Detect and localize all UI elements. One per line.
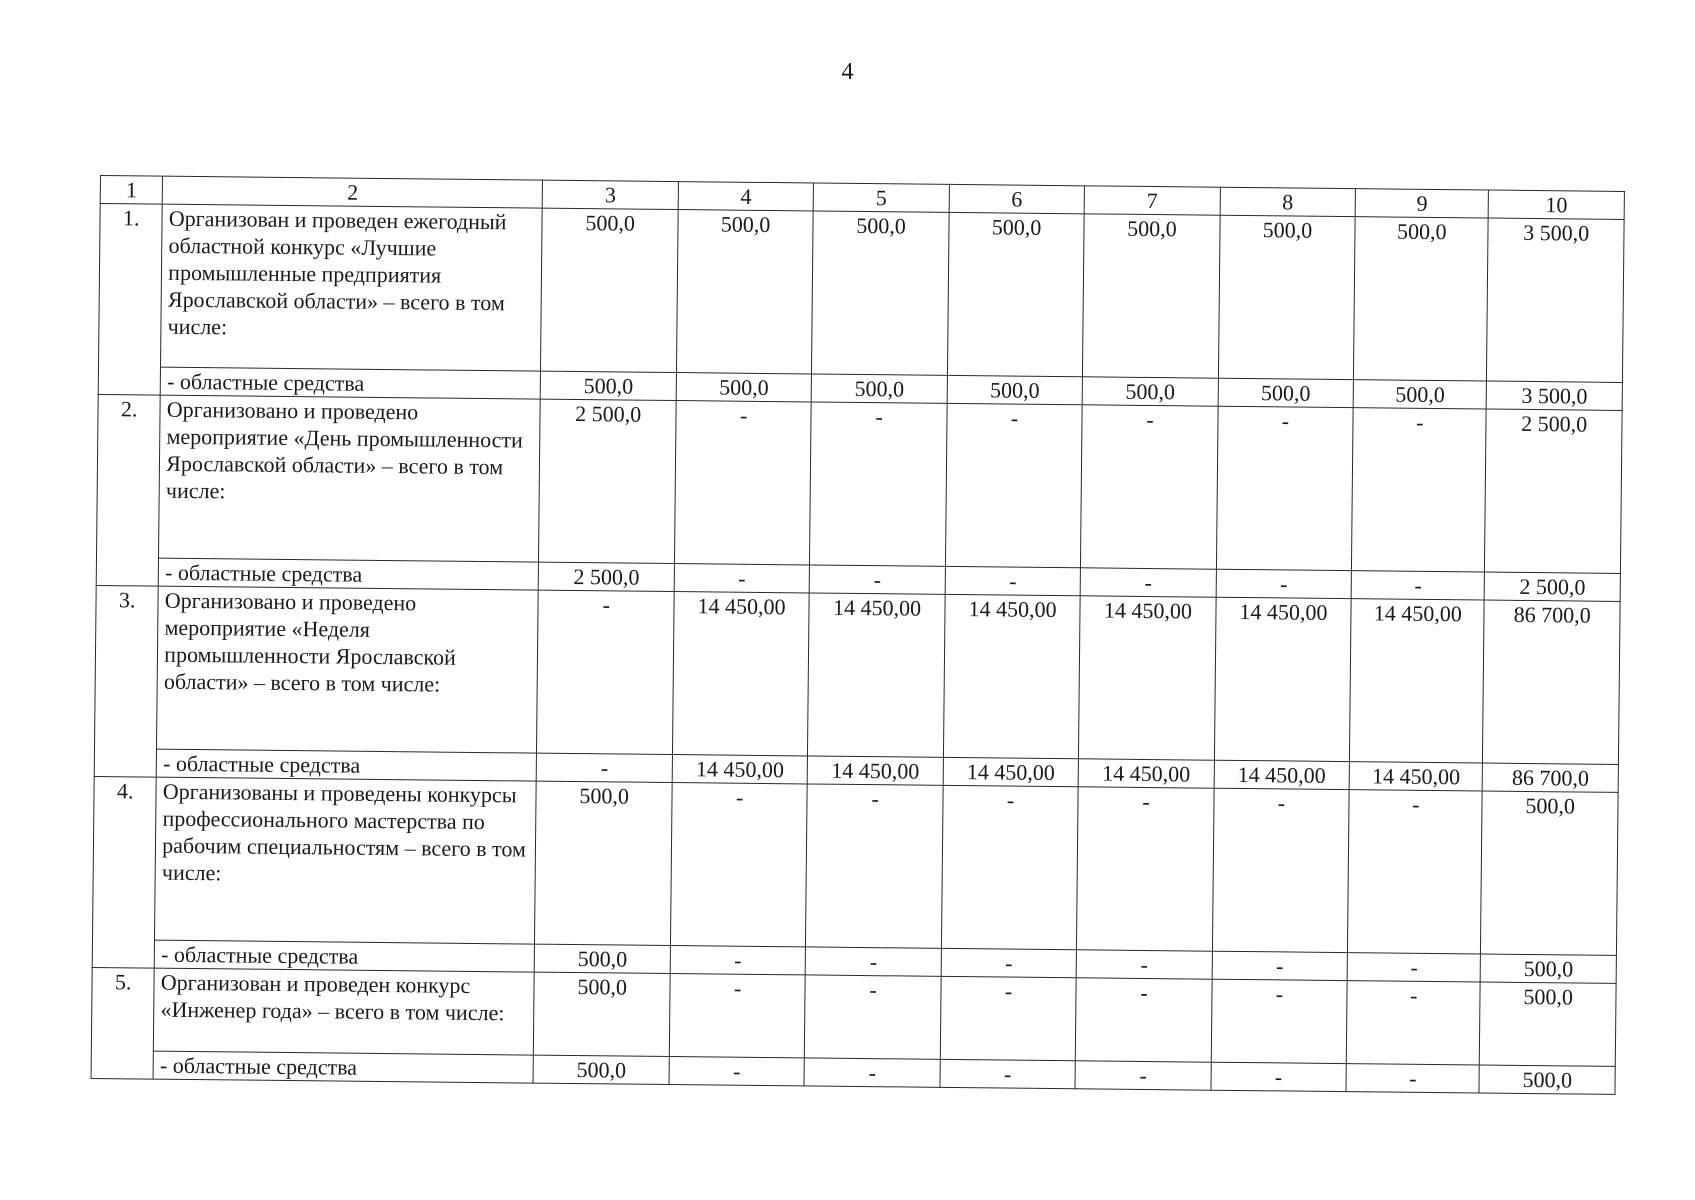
subrow-value-cell: - <box>1347 953 1481 982</box>
row-index: 4. <box>92 776 156 968</box>
value-cell: - <box>1076 978 1212 1062</box>
value-cell: - <box>1081 405 1218 569</box>
subrow-value-cell: - <box>1346 1064 1480 1093</box>
subrow-value-cell: 500,0 <box>535 944 671 973</box>
value-cell: 500,0 <box>676 210 813 374</box>
row-description: Организовано и проведено мероприятие «Неделя промышленности Ярославской области» – всего в том числе: <box>157 586 539 753</box>
subrow-description: - областные средства <box>158 558 538 590</box>
value-cell: 2 500,0 <box>539 399 676 563</box>
subrow-value-cell: - <box>1075 1061 1211 1090</box>
value-cell: 500,0 <box>1480 982 1616 1066</box>
row-index: 5. <box>91 967 154 1079</box>
value-cell: 3 500,0 <box>1487 218 1624 382</box>
table-body <box>91 176 1624 1095</box>
table-row <box>98 204 1624 383</box>
row-description: Организованы и проведены конкурсы профессионального мастерства по рабочим специальностям – всего в том числе: <box>155 777 537 944</box>
row-index: 1. <box>98 204 162 396</box>
subrow-value-cell: - <box>1351 571 1485 600</box>
subrow-value-cell: 500,0 <box>676 373 812 402</box>
subrow-value-cell: - <box>1212 951 1348 980</box>
subrow-value-cell: 500,0 <box>812 374 948 403</box>
value-cell: - <box>1348 790 1483 954</box>
subrow-value-cell: 500,0 <box>1479 1065 1615 1094</box>
column-header: 9 <box>1355 189 1489 218</box>
subrow-value-cell: - <box>804 1058 940 1087</box>
subrow-value-cell: 500,0 <box>1481 954 1617 983</box>
subrow-value-cell: - <box>670 946 806 975</box>
value-cell: - <box>806 784 943 948</box>
budget-table-wrapper <box>91 175 1625 1095</box>
value-cell: 14 450,00 <box>1079 596 1216 760</box>
column-header: 5 <box>814 183 950 212</box>
subrow-value-cell: 500,0 <box>1082 377 1218 406</box>
subrow-value-cell: 14 450,00 <box>1078 759 1214 788</box>
value-cell: - <box>1212 788 1349 952</box>
table-row <box>91 967 1616 1066</box>
subrow-value-cell: - <box>1216 569 1352 598</box>
subrow-value-cell: 14 450,00 <box>943 757 1079 786</box>
value-cell: - <box>945 403 1082 567</box>
table-row <box>94 585 1620 764</box>
value-cell: 14 450,00 <box>943 594 1080 758</box>
value-cell: - <box>674 401 811 565</box>
column-header: 10 <box>1489 190 1625 219</box>
subrow-description: - областные средства <box>153 1051 533 1083</box>
value-cell: 500,0 <box>812 211 949 375</box>
subrow-value-cell: - <box>806 947 942 976</box>
subrow-value-cell: - <box>945 566 1081 595</box>
value-cell: 500,0 <box>947 212 1084 376</box>
column-header: 2 <box>162 176 542 208</box>
value-cell: 86 700,0 <box>1483 600 1620 764</box>
subrow-value-cell: - <box>674 564 810 593</box>
value-cell: - <box>537 590 674 754</box>
value-cell: 500,0 <box>1354 217 1489 381</box>
subrow-value-cell: - <box>1080 568 1216 597</box>
subrow-description: - областные средства <box>160 367 540 399</box>
value-cell: - <box>1216 406 1353 570</box>
subrow-value-cell: 500,0 <box>541 371 677 400</box>
value-cell: 500,0 <box>1481 791 1618 955</box>
value-cell: - <box>670 783 807 947</box>
value-cell: - <box>810 402 947 566</box>
subrow-value-cell: - <box>1211 1062 1347 1091</box>
row-index: 2. <box>96 394 160 586</box>
value-cell: - <box>805 975 941 1059</box>
subrow-value-cell: 14 450,00 <box>808 756 944 785</box>
subrow-value-cell: 3 500,0 <box>1487 381 1623 410</box>
value-cell: - <box>941 785 1078 949</box>
page-number: 4 <box>841 59 854 85</box>
subrow-value-cell: 2 500,0 <box>1485 572 1621 601</box>
subrow-value-cell: 14 450,00 <box>1349 762 1483 791</box>
value-cell: 14 450,00 <box>1350 599 1485 763</box>
subrow-value-cell: 14 450,00 <box>672 755 808 784</box>
value-cell: 500,0 <box>534 972 670 1056</box>
subrow-value-cell: 500,0 <box>533 1055 669 1084</box>
budget-table <box>91 175 1625 1095</box>
value-cell: - <box>1346 981 1480 1065</box>
subrow-description: - областные средства <box>154 940 534 972</box>
column-header: 3 <box>543 180 679 209</box>
value-cell: 14 450,00 <box>808 593 945 757</box>
value-cell: - <box>1211 979 1347 1063</box>
subrow-value-cell: 2 500,0 <box>539 562 675 591</box>
value-cell: - <box>1352 408 1487 572</box>
subrow-value-cell: - <box>940 1059 1076 1088</box>
value-cell: 500,0 <box>1083 214 1220 378</box>
value-cell: 2 500,0 <box>1485 409 1622 573</box>
row-index: 3. <box>94 585 158 777</box>
row-description: Организован и проведен конкурс «Инженер года» – всего в том числе: <box>154 968 535 1055</box>
value-cell: 500,0 <box>541 208 678 372</box>
subrow-value-cell: 14 450,00 <box>1214 760 1350 789</box>
subrow-value-cell: - <box>537 753 673 782</box>
row-description: Организован и проведен ежегодный областной конкурс «Лучшие промышленные предприятия Ярославской области» – всего в том числе: <box>161 204 543 371</box>
column-header: 7 <box>1084 186 1220 215</box>
subrow-value-cell: - <box>1076 950 1212 979</box>
value-cell: - <box>1077 787 1214 951</box>
column-header: 6 <box>949 184 1085 213</box>
value-cell: - <box>940 976 1076 1060</box>
subrow-description: - областные средства <box>156 749 536 781</box>
value-cell: - <box>669 974 805 1058</box>
column-header: 1 <box>100 176 163 205</box>
subrow-value-cell: - <box>810 565 946 594</box>
subrow-value-cell: 500,0 <box>947 375 1083 404</box>
table-row <box>96 394 1622 573</box>
table-row <box>92 776 1618 955</box>
subrow-value-cell: - <box>941 948 1077 977</box>
subrow-value-cell: - <box>669 1057 805 1086</box>
row-description: Организовано и проведено мероприятие «День промышленности Ярославской области» – всего в том числе: <box>159 395 541 562</box>
subrow-value-cell: 86 700,0 <box>1483 763 1619 792</box>
value-cell: 14 450,00 <box>1214 597 1351 761</box>
value-cell: 14 450,00 <box>672 592 809 756</box>
column-header: 4 <box>678 182 814 211</box>
column-header: 8 <box>1220 187 1356 216</box>
subrow-value-cell: 500,0 <box>1353 380 1487 409</box>
value-cell: 500,0 <box>535 781 672 945</box>
value-cell: 500,0 <box>1218 215 1355 379</box>
subrow-value-cell: 500,0 <box>1218 378 1354 407</box>
